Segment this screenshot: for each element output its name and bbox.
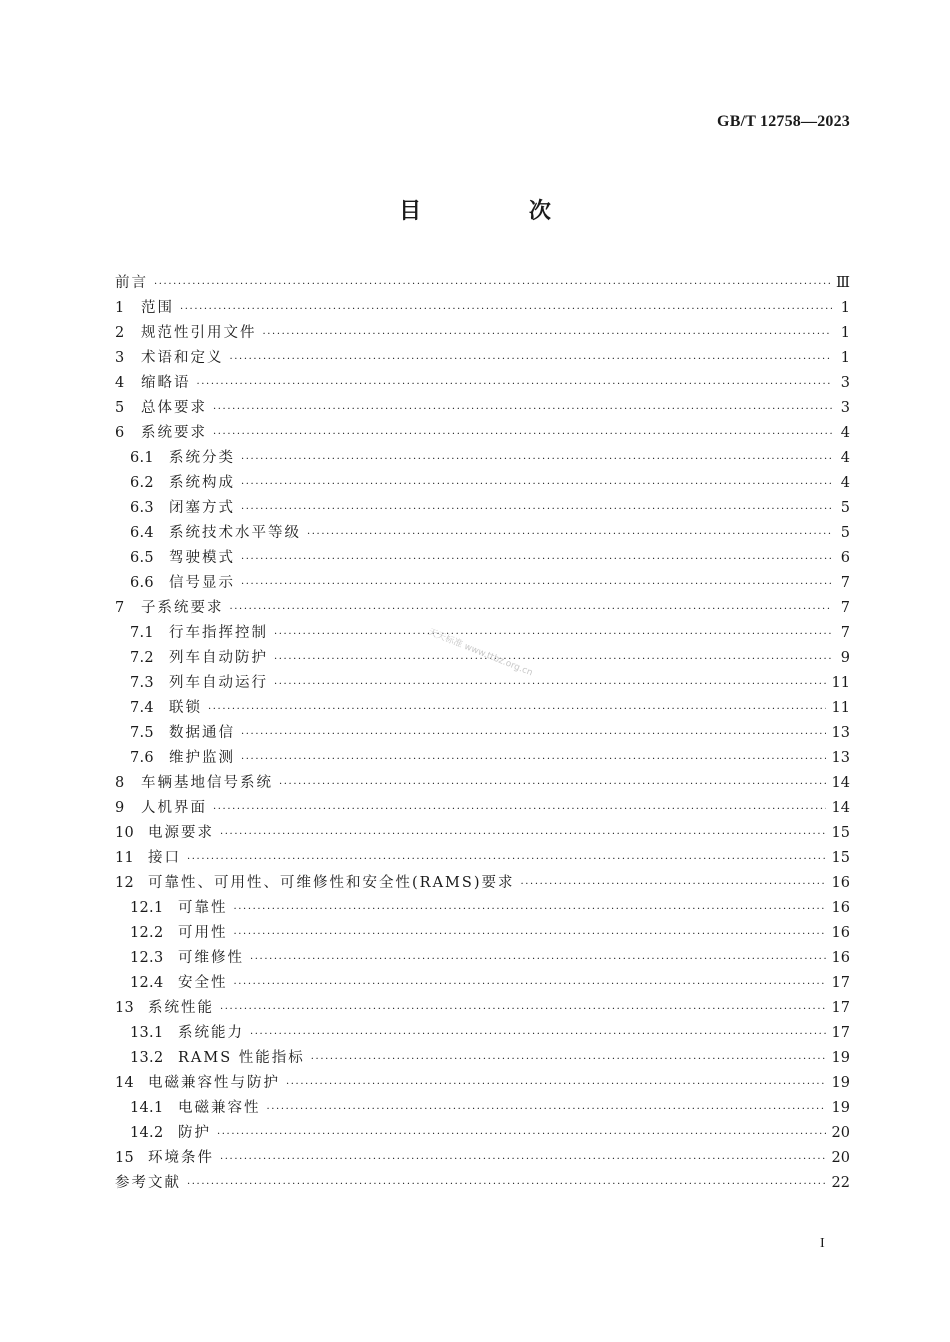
toc-entry-number: 14.1 [130, 1100, 164, 1116]
toc-entry[interactable] [115, 1121, 850, 1146]
toc-entry-label: 子系统要求 [141, 600, 224, 616]
toc-entry-number: 12.4 [130, 975, 164, 991]
toc-entry-number: 12.2 [130, 925, 164, 941]
toc-entry[interactable] [115, 621, 850, 646]
toc-leader-dots [307, 522, 832, 547]
toc-entry[interactable] [115, 421, 850, 446]
toc-entry-page: 20 [831, 1125, 850, 1141]
toc-entry[interactable] [115, 696, 850, 721]
toc-leader-dots [234, 972, 826, 997]
toc-entry-label: 电磁兼容性 [178, 1100, 261, 1116]
toc-entry[interactable] [115, 521, 850, 546]
standard-code: GB/T 12758—2023 [717, 113, 850, 130]
toc-entry-page: 17 [831, 975, 850, 991]
toc-entry-page: 1 [840, 325, 850, 341]
toc-entry-label: 系统能力 [178, 1025, 244, 1041]
page-number: I [820, 1236, 825, 1251]
toc-entry-page: 5 [840, 525, 850, 541]
toc-entry[interactable] [115, 446, 850, 471]
toc-entry-number: 12.3 [130, 950, 164, 966]
toc-leader-dots [241, 472, 832, 497]
toc-leader-dots [234, 897, 826, 922]
toc-entry-label: 电磁兼容性与防护 [148, 1075, 280, 1091]
toc-entry-page: 11 [831, 675, 850, 691]
toc-entry-page: 5 [840, 500, 850, 516]
toc-leader-dots [220, 997, 826, 1022]
toc-entry-number: 11 [115, 850, 135, 866]
toc-entry-label: 数据通信 [169, 725, 235, 741]
toc-entry-number: 6.6 [130, 575, 154, 591]
toc-entry-number: 7.4 [130, 700, 154, 716]
toc-entry-page: 20 [831, 1150, 850, 1166]
toc-leader-dots [250, 947, 826, 972]
toc-leader-dots [241, 447, 832, 472]
toc-entry-label: 环境条件 [148, 1150, 214, 1166]
toc-leader-dots [274, 647, 832, 672]
toc-entry-label: 规范性引用文件 [141, 325, 257, 341]
toc-entry-page: 3 [840, 400, 850, 416]
toc-entry[interactable] [115, 721, 850, 746]
toc-entry-label: 防护 [178, 1125, 211, 1141]
toc-leader-dots [234, 922, 826, 947]
toc-entry-page: 11 [831, 700, 850, 716]
toc-entry-page: 14 [831, 800, 850, 816]
toc-leader-dots [187, 847, 826, 872]
toc-entry-label: 可维修性 [178, 950, 244, 966]
toc-entry-label: 缩略语 [141, 375, 191, 391]
toc-entry-number: 7.3 [130, 675, 154, 691]
toc-entry-number: 7.6 [130, 750, 154, 766]
toc-entry[interactable] [115, 571, 850, 596]
toc-entry-label: 术语和定义 [141, 350, 224, 366]
toc-leader-dots [274, 672, 826, 697]
toc-entry-label: 系统技术水平等级 [169, 525, 301, 541]
toc-entry-number: 3 [115, 350, 125, 366]
toc-entry-page: 4 [840, 450, 850, 466]
toc-entry[interactable] [115, 1096, 850, 1121]
toc-entry-number: 7.5 [130, 725, 154, 741]
toc-entry-page: Ⅲ [836, 275, 850, 291]
toc-entry[interactable] [115, 1171, 850, 1196]
toc-entry-number: 9 [115, 800, 125, 816]
toc-entry-label: 可靠性、可用性、可维修性和安全性(RAMS)要求 [148, 875, 515, 891]
toc-entry-page: 3 [840, 375, 850, 391]
toc-entry[interactable] [115, 946, 850, 971]
toc-entry-label: 信号显示 [169, 575, 235, 591]
toc-entry-page: 15 [831, 850, 850, 866]
toc-entry[interactable] [115, 746, 850, 771]
toc-entry[interactable] [115, 1021, 850, 1046]
toc-entry-number: 7 [115, 600, 125, 616]
toc-entry-page: 4 [840, 475, 850, 491]
toc-entry-page: 1 [840, 350, 850, 366]
toc-entry[interactable] [115, 296, 850, 321]
toc-leader-dots [241, 722, 826, 747]
toc-entry-label: 可用性 [178, 925, 228, 941]
toc-entry-label: 列车自动运行 [169, 675, 268, 691]
toc-leader-dots [217, 1122, 826, 1147]
toc-entry[interactable] [115, 321, 850, 346]
toc-entry-label: 范围 [141, 300, 174, 316]
toc-entry-page: 13 [831, 750, 850, 766]
toc-entry-label: 车辆基地信号系统 [141, 775, 273, 791]
toc-entry-label: 参考文献 [115, 1175, 181, 1191]
watermark: 天天标准 www.ttbz.org.cn [426, 627, 534, 679]
toc-entry-page: 6 [840, 550, 850, 566]
toc-entry[interactable] [115, 971, 850, 996]
toc-entry-number: 12.1 [130, 900, 164, 916]
toc-entry[interactable] [115, 546, 850, 571]
toc-entry-number: 12 [115, 875, 135, 891]
toc-entry-number: 1 [115, 300, 125, 316]
toc-entry-number: 15 [115, 1150, 135, 1166]
toc-entry-number: 6.4 [130, 525, 154, 541]
toc-entry-number: 8 [115, 775, 125, 791]
toc-entry[interactable] [115, 271, 850, 296]
toc-entry-page: 16 [831, 900, 850, 916]
toc-entry-number: 2 [115, 325, 125, 341]
toc-entry-label: 前言 [115, 275, 148, 291]
toc-entry-page: 19 [831, 1100, 850, 1116]
toc-entry-number: 13.2 [130, 1050, 164, 1066]
toc-entry[interactable] [115, 896, 850, 921]
toc-leader-dots [311, 1047, 826, 1072]
toc-entry[interactable] [115, 796, 850, 821]
toc-leader-dots [241, 547, 832, 572]
toc-leader-dots [187, 1172, 826, 1197]
toc-entry-page: 16 [831, 950, 850, 966]
toc-entry-page: 7 [840, 600, 850, 616]
toc-entry-label: 可靠性 [178, 900, 228, 916]
page-title: 目 次 [399, 198, 601, 224]
toc-leader-dots [180, 297, 832, 322]
toc-leader-dots [274, 622, 832, 647]
toc-entry-page: 1 [840, 300, 850, 316]
toc-entry-page: 16 [831, 925, 850, 941]
toc-entry[interactable] [115, 596, 850, 621]
toc-leader-dots [241, 497, 832, 522]
toc-leader-dots [213, 797, 826, 822]
toc-entry[interactable] [115, 821, 850, 846]
toc-entry-page: 17 [831, 1000, 850, 1016]
toc-entry-label: 驾驶模式 [169, 550, 235, 566]
toc-leader-dots [241, 572, 832, 597]
toc-entry-number: 4 [115, 375, 125, 391]
toc-entry-number: 14 [115, 1075, 135, 1091]
toc-entry-number: 5 [115, 400, 125, 416]
toc-entry-page: 7 [840, 625, 850, 641]
toc-entry-number: 13.1 [130, 1025, 164, 1041]
toc-leader-dots [241, 747, 826, 772]
toc-entry-label: 行车指挥控制 [169, 625, 268, 641]
toc-entry-number: 7.2 [130, 650, 154, 666]
toc-entry-number: 6.3 [130, 500, 154, 516]
toc-leader-dots [197, 372, 833, 397]
toc-entry-page: 19 [831, 1075, 850, 1091]
toc-entry-label: 联锁 [169, 700, 202, 716]
toc-entry-label: 系统分类 [169, 450, 235, 466]
toc-entry-label: 维护监测 [169, 750, 235, 766]
toc-leader-dots [208, 697, 826, 722]
toc-entry-number: 6 [115, 425, 125, 441]
toc-entry[interactable] [115, 671, 850, 696]
toc-entry[interactable] [115, 396, 850, 421]
toc-entry-page: 4 [840, 425, 850, 441]
toc-leader-dots [230, 597, 833, 622]
toc-entry-label: 安全性 [178, 975, 228, 991]
toc-entry[interactable] [115, 996, 850, 1021]
toc-entry-page: 19 [831, 1050, 850, 1066]
toc-entry-page: 16 [831, 875, 850, 891]
toc-entry-label: 总体要求 [141, 400, 207, 416]
toc-leader-dots [267, 1097, 826, 1122]
toc-entry-label: 列车自动防护 [169, 650, 268, 666]
toc-leader-dots [520, 872, 825, 897]
toc-leader-dots [250, 1022, 826, 1047]
toc-leader-dots [263, 322, 833, 347]
toc-entry-page: 17 [831, 1025, 850, 1041]
toc-entry-number: 7.1 [130, 625, 154, 641]
toc-leader-dots [213, 422, 832, 447]
toc-entry-number: 13 [115, 1000, 135, 1016]
toc-entry[interactable] [115, 771, 850, 796]
toc-leader-dots [230, 347, 833, 372]
toc-entry-page: 9 [840, 650, 850, 666]
toc-entry-number: 14.2 [130, 1125, 164, 1141]
toc-entry[interactable] [115, 921, 850, 946]
toc-entry[interactable] [115, 496, 850, 521]
toc-entry[interactable] [115, 371, 850, 396]
toc-leader-dots [154, 272, 830, 297]
toc-entry-label: 闭塞方式 [169, 500, 235, 516]
toc-entry[interactable] [115, 871, 850, 896]
toc-entry-number: 10 [115, 825, 135, 841]
toc-entry[interactable] [115, 1146, 850, 1171]
toc-entry-number: 6.5 [130, 550, 154, 566]
toc-entry[interactable] [115, 846, 850, 871]
toc-entry[interactable] [115, 1046, 850, 1071]
toc-entry[interactable] [115, 471, 850, 496]
toc-entry-page: 14 [831, 775, 850, 791]
toc-leader-dots [279, 772, 826, 797]
toc-entry-page: 13 [831, 725, 850, 741]
toc-leader-dots [213, 397, 832, 422]
toc-entry-page: 7 [840, 575, 850, 591]
toc-entry-label: 系统性能 [148, 1000, 214, 1016]
table-of-contents [115, 271, 850, 1196]
toc-entry-label: RAMS 性能指标 [178, 1050, 305, 1066]
toc-entry-number: 6.2 [130, 475, 154, 491]
toc-leader-dots [220, 1147, 826, 1172]
toc-entry-page: 22 [831, 1175, 850, 1191]
toc-entry[interactable] [115, 346, 850, 371]
toc-entry-label: 系统要求 [141, 425, 207, 441]
toc-entry-label: 电源要求 [148, 825, 214, 841]
toc-leader-dots [286, 1072, 826, 1097]
toc-entry-label: 接口 [148, 850, 181, 866]
toc-entry-label: 人机界面 [141, 800, 207, 816]
toc-leader-dots [220, 822, 826, 847]
toc-entry[interactable] [115, 1071, 850, 1096]
toc-entry-label: 系统构成 [169, 475, 235, 491]
toc-entry-number: 6.1 [130, 450, 154, 466]
toc-entry-page: 15 [831, 825, 850, 841]
